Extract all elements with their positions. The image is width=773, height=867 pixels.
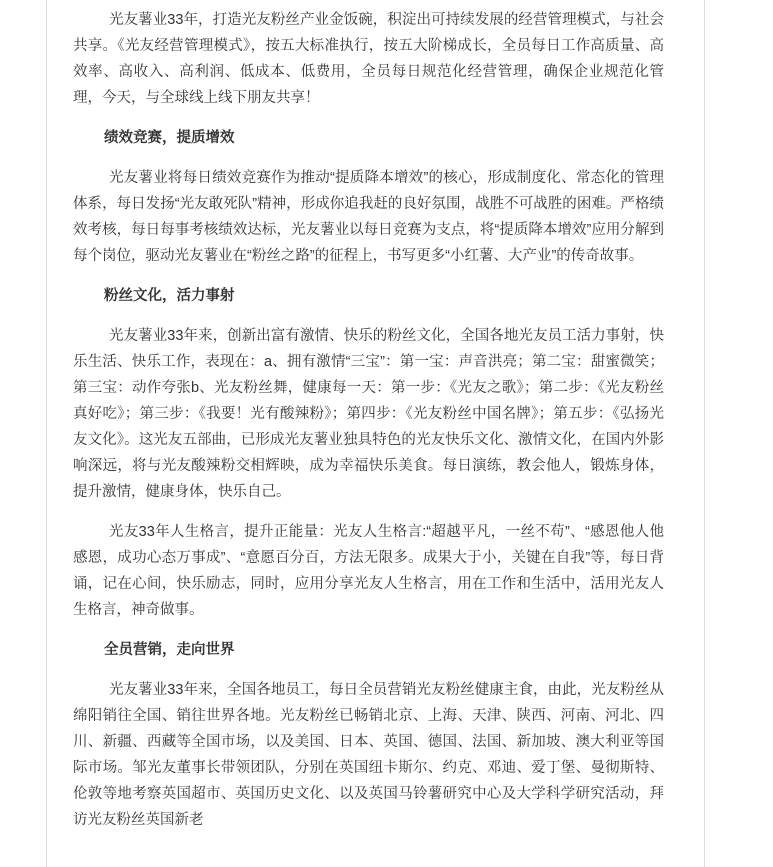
section-heading-marketing: 全员营销，走向世界 (104, 642, 235, 658)
article-body (46, 0, 705, 867)
section-heading-performance: 绩效竞赛，提质增效 (104, 130, 235, 146)
paragraph-marketing: 光友薯业33年来，全国各地员工，每日全员营销光友粉丝健康主食，由此，光友粉丝从绵阳销往全国、销往世界各地。光友粉丝已畅销北京、上海、天津、陕西、河南、河北、四川、新疆、西藏等全国市场，以及美国、日本、英国、德国、法国、新加坡、澳大利亚等国际市场。邹光友董事长带领团队，分别在英国纽卡斯尔、约克、邓迪、爱丁堡、曼彻斯特、伦敦等地考察英国超市、英国历史文化、以及英国马铃薯研究中心及大学科学研究活动，拜访光友粉丝英国新老 (73, 682, 664, 828)
paragraph-intro: 光友薯业33年，打造光友粉丝产业金饭碗，积淀出可持续发展的经营管理模式，与社会共享。《光友经营管理模式》，按五大标准执行，按五大阶梯成长，全员每日工作高质量、高效率、高收入、高利润、低成本、低费用，全员每日规范化经营管理，确保企业规范化管理，今天，与全球线上线下朋友共享！ (73, 12, 664, 106)
paragraph-fans-culture: 光友薯业33年来，创新出富有激情、快乐的粉丝文化，全国各地光友员工活力事射，快乐生活、快乐工作，表现在：a、拥有激情“三宝”：第一宝：声音洪亮；第二宝：甜蜜微笑；第三宝：动作夸张b、光友粉丝舞，健康每一天：第一步：《光友之歌》；第二步：《光友粉丝真好吃》；第三步：《我要！光有酸辣粉》；第四步：《光友粉丝中国名牌》；第五步：《弘扬光友文化》。这光友五部曲，已形成光友薯业独具特色的光友快乐文化、激情文化，在国内外影响深远，将与光友酸辣粉交相辉映，成为幸福快乐美食。每日演练，教会他人，锻炼身体，提升激情，健康身体，快乐自己。 (73, 328, 664, 500)
section-heading-fans-culture: 粉丝文化，活力事射 (104, 288, 235, 304)
paragraph-life-mottos: 光友33年人生格言，提升正能量：光友人生格言:“超越平凡，一丝不苟”、“感恩他人他感恩，成功心态万事成”、“意愿百分百，方法无限多。成果大于小，关键在自我”等，每日背诵，记在心间，快乐励志，同时，应用分享光友人生格言，用在工作和生活中，活用光友人生格言，神奇做事。 (73, 524, 664, 618)
paragraph-performance: 光友薯业将每日绩效竞赛作为推动“提质降本增效”的核心，形成制度化、常态化的管理体系，每日发扬“光友敢死队”精神，形成你追我赶的良好氛围，战胜不可战胜的困难。严格绩效考核，每日每事考核绩效达标，光友薯业以每日竞赛为支点，将“提质降本增效”应用分解到每个岗位，驱动光友薯业在“粉丝之路”的征程上，书写更多“小红薯、大产业”的传奇故事。 (73, 170, 664, 264)
